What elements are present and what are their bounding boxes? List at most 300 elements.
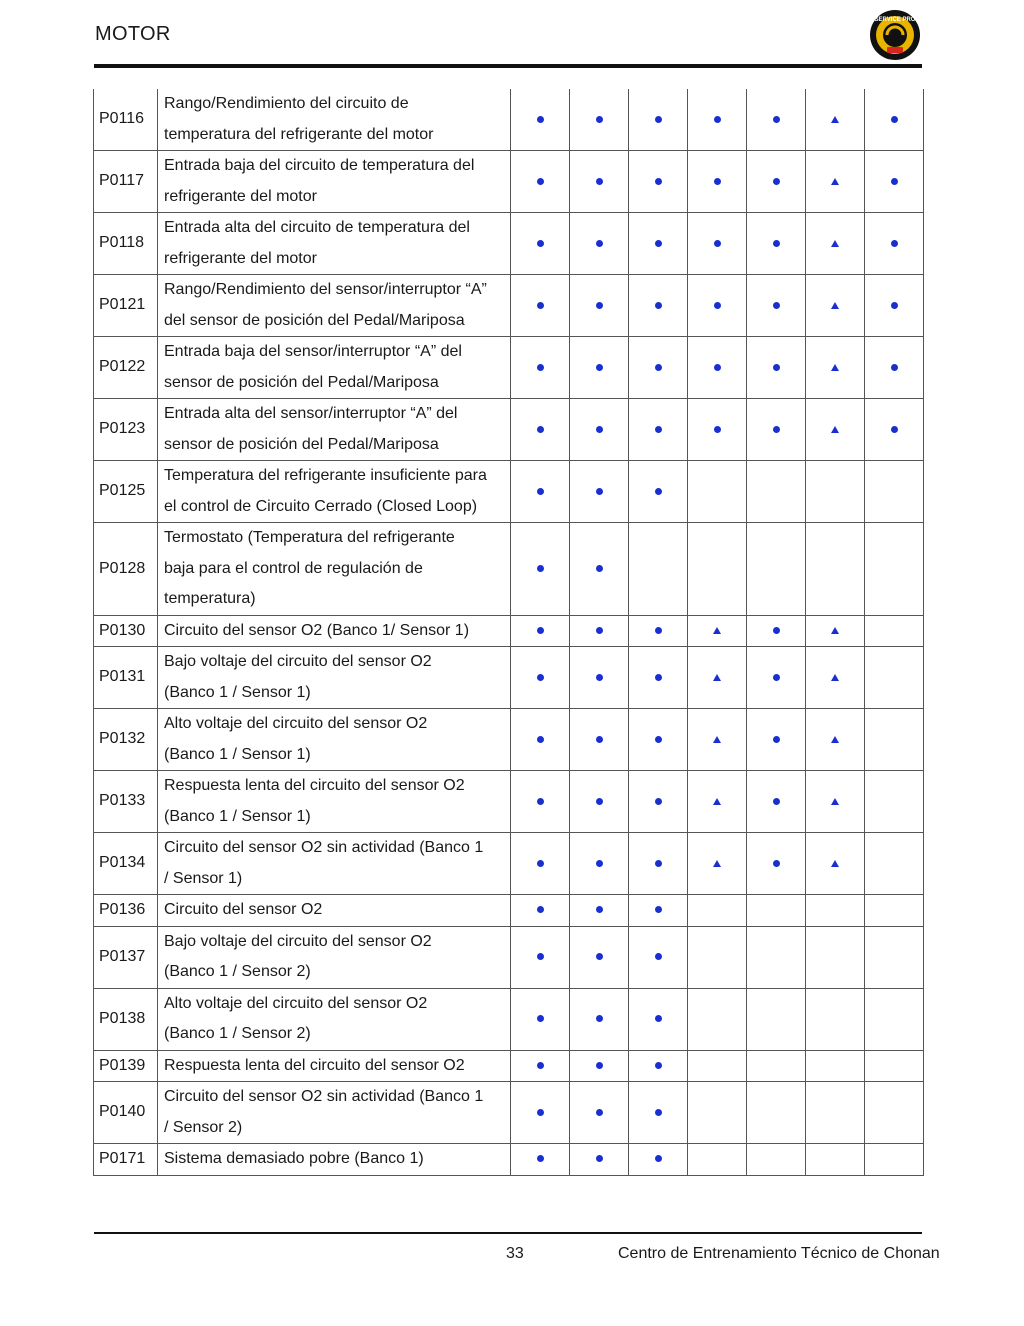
dot-icon — [773, 178, 780, 185]
dtc-code: P0125 — [94, 461, 158, 523]
mark-cell — [806, 461, 865, 523]
description-line: (Banco 1 / Sensor 1) — [164, 683, 311, 701]
dot-icon — [655, 426, 662, 433]
triangle-icon — [713, 674, 721, 681]
mark-cell — [747, 895, 806, 927]
dtc-code: P0130 — [94, 615, 158, 647]
triangle-icon — [713, 736, 721, 743]
mark-cell — [511, 523, 570, 616]
mark-cell — [629, 1050, 688, 1082]
mark-cell — [806, 89, 865, 151]
dot-icon — [596, 674, 603, 681]
mark-cell — [747, 151, 806, 213]
dot-icon — [714, 426, 721, 433]
mark-cell — [570, 988, 629, 1050]
mark-cell — [570, 647, 629, 709]
table-row — [94, 647, 924, 709]
mark-cell — [629, 1144, 688, 1176]
dtc-code: P0122 — [94, 337, 158, 399]
service-pro-logo — [868, 8, 922, 62]
triangle-icon — [831, 116, 839, 123]
mark-cell — [570, 151, 629, 213]
dot-icon — [773, 736, 780, 743]
dot-icon — [773, 798, 780, 805]
dtc-description — [158, 1144, 511, 1176]
description-line: (Banco 1 / Sensor 1) — [164, 807, 311, 825]
dot-icon — [596, 627, 603, 634]
dot-icon — [537, 488, 544, 495]
dot-icon — [773, 426, 780, 433]
mark-cell — [629, 895, 688, 927]
triangle-icon — [713, 798, 721, 805]
mark-cell — [570, 399, 629, 461]
dot-icon — [537, 1155, 544, 1162]
mark-cell — [570, 926, 629, 988]
table-row — [94, 1082, 924, 1144]
dtc-description — [158, 709, 511, 771]
dot-icon — [537, 240, 544, 247]
dot-icon — [537, 1109, 544, 1116]
description-line: Alto voltaje del circuito del sensor O2 — [164, 715, 428, 732]
mark-cell — [688, 833, 747, 895]
description-line: el control de Circuito Cerrado (Closed Loop) — [164, 497, 478, 515]
mark-cell — [688, 615, 747, 647]
dot-icon — [773, 860, 780, 867]
table-row — [94, 151, 924, 213]
dtc-code: P0137 — [94, 926, 158, 988]
mark-cell — [806, 895, 865, 927]
table-row — [94, 337, 924, 399]
table-row — [94, 615, 924, 647]
mark-cell — [629, 988, 688, 1050]
triangle-icon — [713, 860, 721, 867]
mark-cell — [511, 275, 570, 337]
mark-cell — [511, 1082, 570, 1144]
dtc-description — [158, 151, 511, 213]
mark-cell — [570, 615, 629, 647]
mark-cell — [688, 771, 747, 833]
dtc-code: P0132 — [94, 709, 158, 771]
dot-icon — [596, 116, 603, 123]
mark-cell — [747, 1082, 806, 1144]
dot-icon — [537, 736, 544, 743]
mark-cell — [511, 771, 570, 833]
mark-cell — [865, 771, 924, 833]
dot-icon — [596, 426, 603, 433]
dot-icon — [596, 488, 603, 495]
mark-cell — [688, 647, 747, 709]
mark-cell — [511, 1144, 570, 1176]
dot-icon — [891, 178, 898, 185]
dtc-description — [158, 1082, 511, 1144]
dot-icon — [596, 364, 603, 371]
mark-cell — [865, 833, 924, 895]
mark-cell — [806, 988, 865, 1050]
triangle-icon — [831, 364, 839, 371]
mark-cell — [688, 988, 747, 1050]
dtc-description — [158, 337, 511, 399]
mark-cell — [806, 399, 865, 461]
mark-cell — [511, 709, 570, 771]
dot-icon — [891, 240, 898, 247]
dtc-description — [158, 275, 511, 337]
mark-cell — [570, 709, 629, 771]
mark-cell — [629, 709, 688, 771]
mark-cell — [688, 275, 747, 337]
mark-cell — [629, 771, 688, 833]
mark-cell — [629, 461, 688, 523]
mark-cell — [570, 275, 629, 337]
mark-cell — [629, 275, 688, 337]
description-line: Respuesta lenta del circuito del sensor O2 — [164, 777, 465, 794]
dtc-code: P0117 — [94, 151, 158, 213]
mark-cell — [629, 833, 688, 895]
table-row — [94, 895, 924, 927]
dot-icon — [596, 1015, 603, 1022]
dot-icon — [596, 1155, 603, 1162]
mark-cell — [511, 337, 570, 399]
mark-cell — [747, 615, 806, 647]
dtc-code: P0131 — [94, 647, 158, 709]
mark-cell — [865, 461, 924, 523]
dtc-description — [158, 647, 511, 709]
mark-cell — [511, 461, 570, 523]
table-row — [94, 833, 924, 895]
table-row — [94, 275, 924, 337]
mark-cell — [511, 1050, 570, 1082]
dot-icon — [655, 1015, 662, 1022]
dtc-code: P0171 — [94, 1144, 158, 1176]
mark-cell — [629, 89, 688, 151]
dot-icon — [655, 953, 662, 960]
dot-icon — [537, 906, 544, 913]
mark-cell — [570, 895, 629, 927]
table-row — [94, 1144, 924, 1176]
dot-icon — [655, 906, 662, 913]
mark-cell — [511, 833, 570, 895]
mark-cell — [865, 89, 924, 151]
dot-icon — [773, 116, 780, 123]
mark-cell — [865, 615, 924, 647]
mark-cell — [806, 926, 865, 988]
description-line: del sensor de posición del Pedal/Mariposa — [164, 311, 465, 329]
dtc-description — [158, 988, 511, 1050]
mark-cell — [688, 1050, 747, 1082]
mark-cell — [511, 615, 570, 647]
dot-icon — [655, 1109, 662, 1116]
description-line: Entrada baja del sensor/interruptor “A” del — [164, 343, 462, 360]
dot-icon — [537, 116, 544, 123]
dtc-code: P0134 — [94, 833, 158, 895]
mark-cell — [806, 647, 865, 709]
dot-icon — [655, 116, 662, 123]
description-line: baja para el control de regulación de — [164, 559, 423, 577]
mark-cell — [747, 926, 806, 988]
mark-cell — [570, 833, 629, 895]
table-row — [94, 771, 924, 833]
table-row — [94, 926, 924, 988]
dtc-code: P0116 — [94, 89, 158, 151]
mark-cell — [511, 89, 570, 151]
dtc-description — [158, 1050, 511, 1082]
mark-cell — [806, 151, 865, 213]
dtc-description — [158, 399, 511, 461]
mark-cell — [629, 523, 688, 616]
dot-icon — [537, 1062, 544, 1069]
dot-icon — [655, 178, 662, 185]
description-line: / Sensor 1) — [164, 869, 243, 887]
dot-icon — [537, 302, 544, 309]
dot-icon — [773, 674, 780, 681]
footer-rule — [94, 1232, 922, 1234]
mark-cell — [806, 275, 865, 337]
mark-cell — [570, 523, 629, 616]
dtc-code: P0123 — [94, 399, 158, 461]
dot-icon — [596, 1062, 603, 1069]
description-line: Termostato (Temperatura del refrigerante — [164, 529, 455, 546]
mark-cell — [570, 461, 629, 523]
dot-icon — [537, 565, 544, 572]
description-line: Bajo voltaje del circuito del sensor O2 — [164, 653, 432, 670]
description-line: Temperatura del refrigerante insuficiente para — [164, 467, 487, 484]
dot-icon — [655, 364, 662, 371]
mark-cell — [688, 213, 747, 275]
table-row — [94, 1050, 924, 1082]
dtc-code: P0136 — [94, 895, 158, 927]
mark-cell — [511, 151, 570, 213]
description-line: Bajo voltaje del circuito del sensor O2 — [164, 932, 432, 950]
mark-cell — [806, 213, 865, 275]
dot-icon — [537, 364, 544, 371]
mark-cell — [688, 1082, 747, 1144]
dot-icon — [773, 364, 780, 371]
triangle-icon — [713, 627, 721, 634]
table-row — [94, 709, 924, 771]
dot-icon — [714, 178, 721, 185]
table-row — [94, 399, 924, 461]
description-line: Circuito del sensor O2 sin actividad (Banco 1 — [164, 839, 484, 856]
mark-cell — [511, 647, 570, 709]
description-line: Circuito del sensor O2 sin actividad (Banco 1 — [164, 1088, 484, 1105]
dtc-code: P0139 — [94, 1050, 158, 1082]
dot-icon — [537, 1015, 544, 1022]
mark-cell — [747, 988, 806, 1050]
mark-cell — [806, 615, 865, 647]
mark-cell — [688, 337, 747, 399]
dot-icon — [655, 1155, 662, 1162]
description-line: Rango/Rendimiento del circuito de — [164, 95, 409, 112]
mark-cell — [570, 337, 629, 399]
mark-cell — [688, 461, 747, 523]
mark-cell — [688, 89, 747, 151]
mark-cell — [865, 399, 924, 461]
dot-icon — [655, 736, 662, 743]
triangle-icon — [831, 426, 839, 433]
mark-cell — [570, 1144, 629, 1176]
dtc-description — [158, 833, 511, 895]
mark-cell — [806, 709, 865, 771]
mark-cell — [865, 1050, 924, 1082]
description-line: Alto voltaje del circuito del sensor O2 — [164, 994, 428, 1012]
triangle-icon — [831, 627, 839, 634]
dot-icon — [714, 364, 721, 371]
dot-icon — [714, 302, 721, 309]
mark-cell — [865, 926, 924, 988]
description-line: Circuito del sensor O2 — [164, 901, 323, 918]
mark-cell — [688, 1144, 747, 1176]
mark-cell — [511, 895, 570, 927]
mark-cell — [806, 833, 865, 895]
description-line: Sistema demasiado pobre (Banco 1) — [164, 1150, 424, 1167]
dot-icon — [596, 240, 603, 247]
mark-cell — [806, 523, 865, 616]
dot-icon — [891, 364, 898, 371]
table-row — [94, 213, 924, 275]
footer-text: Centro de Entrenamiento Técnico de Chonan — [618, 1245, 940, 1262]
mark-cell — [806, 771, 865, 833]
mark-cell — [688, 399, 747, 461]
mark-cell — [865, 523, 924, 616]
dtc-description — [158, 213, 511, 275]
description-line: (Banco 1 / Sensor 2) — [164, 963, 311, 980]
dot-icon — [596, 302, 603, 309]
description-line: refrigerante del motor — [164, 249, 317, 267]
mark-cell — [865, 709, 924, 771]
dot-icon — [596, 565, 603, 572]
mark-cell — [747, 275, 806, 337]
page-number: 33 — [506, 1245, 524, 1262]
description-line: temperatura) — [164, 590, 256, 607]
description-line: Entrada baja del circuito de temperatura del — [164, 157, 475, 174]
mark-cell — [629, 926, 688, 988]
dot-icon — [537, 178, 544, 185]
mark-cell — [511, 399, 570, 461]
dtc-code: P0133 — [94, 771, 158, 833]
mark-cell — [865, 275, 924, 337]
triangle-icon — [831, 302, 839, 309]
mark-cell — [688, 926, 747, 988]
dot-icon — [596, 860, 603, 867]
mark-cell — [747, 771, 806, 833]
mark-cell — [629, 213, 688, 275]
triangle-icon — [831, 736, 839, 743]
dtc-description — [158, 895, 511, 927]
triangle-icon — [831, 674, 839, 681]
mark-cell — [806, 1144, 865, 1176]
mark-cell — [747, 647, 806, 709]
description-line: sensor de posición del Pedal/Mariposa — [164, 373, 439, 391]
mark-cell — [865, 1082, 924, 1144]
dot-icon — [655, 302, 662, 309]
dot-icon — [891, 116, 898, 123]
mark-cell — [629, 647, 688, 709]
dot-icon — [596, 953, 603, 960]
dot-icon — [773, 627, 780, 634]
table-row — [94, 988, 924, 1050]
mark-cell — [806, 337, 865, 399]
dot-icon — [655, 860, 662, 867]
mark-cell — [865, 337, 924, 399]
dot-icon — [537, 953, 544, 960]
mark-cell — [570, 213, 629, 275]
mark-cell — [747, 523, 806, 616]
mark-cell — [747, 833, 806, 895]
dot-icon — [773, 240, 780, 247]
mark-cell — [747, 1050, 806, 1082]
triangle-icon — [831, 178, 839, 185]
description-line: (Banco 1 / Sensor 2) — [164, 1025, 311, 1042]
mark-cell — [570, 1050, 629, 1082]
description-line: Rango/Rendimiento del sensor/interruptor “A” — [164, 281, 487, 298]
mark-cell — [865, 1144, 924, 1176]
description-line: Entrada alta del sensor/interruptor “A” del — [164, 405, 458, 422]
description-line: Circuito del sensor O2 (Banco 1/ Sensor 1) — [164, 621, 470, 639]
dtc-code: P0138 — [94, 988, 158, 1050]
mark-cell — [747, 709, 806, 771]
mark-cell — [865, 647, 924, 709]
description-line: Respuesta lenta del circuito del sensor O2 — [164, 1056, 465, 1074]
dtc-table-body — [94, 89, 924, 1175]
mark-cell — [629, 151, 688, 213]
description-line: (Banco 1 / Sensor 1) — [164, 745, 311, 763]
description-line: refrigerante del motor — [164, 187, 317, 205]
dot-icon — [596, 906, 603, 913]
mark-cell — [865, 151, 924, 213]
header-rule — [94, 64, 922, 68]
dtc-description — [158, 461, 511, 523]
mark-cell — [511, 926, 570, 988]
dot-icon — [537, 627, 544, 634]
mark-cell — [570, 771, 629, 833]
mark-cell — [570, 89, 629, 151]
mark-cell — [629, 399, 688, 461]
mark-cell — [865, 213, 924, 275]
dot-icon — [596, 178, 603, 185]
mark-cell — [747, 213, 806, 275]
svg-text:SERVICE PRO: SERVICE PRO — [874, 17, 916, 23]
description-line: temperatura del refrigerante del motor — [164, 125, 434, 143]
dot-icon — [596, 736, 603, 743]
table-row — [94, 89, 924, 151]
dot-icon — [596, 798, 603, 805]
dot-icon — [537, 798, 544, 805]
dtc-code: P0121 — [94, 275, 158, 337]
mark-cell — [629, 337, 688, 399]
mark-cell — [570, 1082, 629, 1144]
triangle-icon — [831, 860, 839, 867]
dtc-code: P0128 — [94, 523, 158, 616]
dot-icon — [714, 240, 721, 247]
dot-icon — [596, 1109, 603, 1116]
mark-cell — [747, 89, 806, 151]
dot-icon — [537, 426, 544, 433]
mark-cell — [688, 523, 747, 616]
dot-icon — [537, 860, 544, 867]
dot-icon — [714, 116, 721, 123]
dot-icon — [773, 302, 780, 309]
table-row — [94, 461, 924, 523]
dtc-description — [158, 523, 511, 616]
dot-icon — [537, 674, 544, 681]
description-line: sensor de posición del Pedal/Mariposa — [164, 435, 439, 453]
triangle-icon — [831, 798, 839, 805]
description-line: / Sensor 2) — [164, 1118, 243, 1136]
mark-cell — [806, 1050, 865, 1082]
mark-cell — [511, 213, 570, 275]
dtc-description — [158, 771, 511, 833]
dot-icon — [655, 488, 662, 495]
mark-cell — [688, 151, 747, 213]
